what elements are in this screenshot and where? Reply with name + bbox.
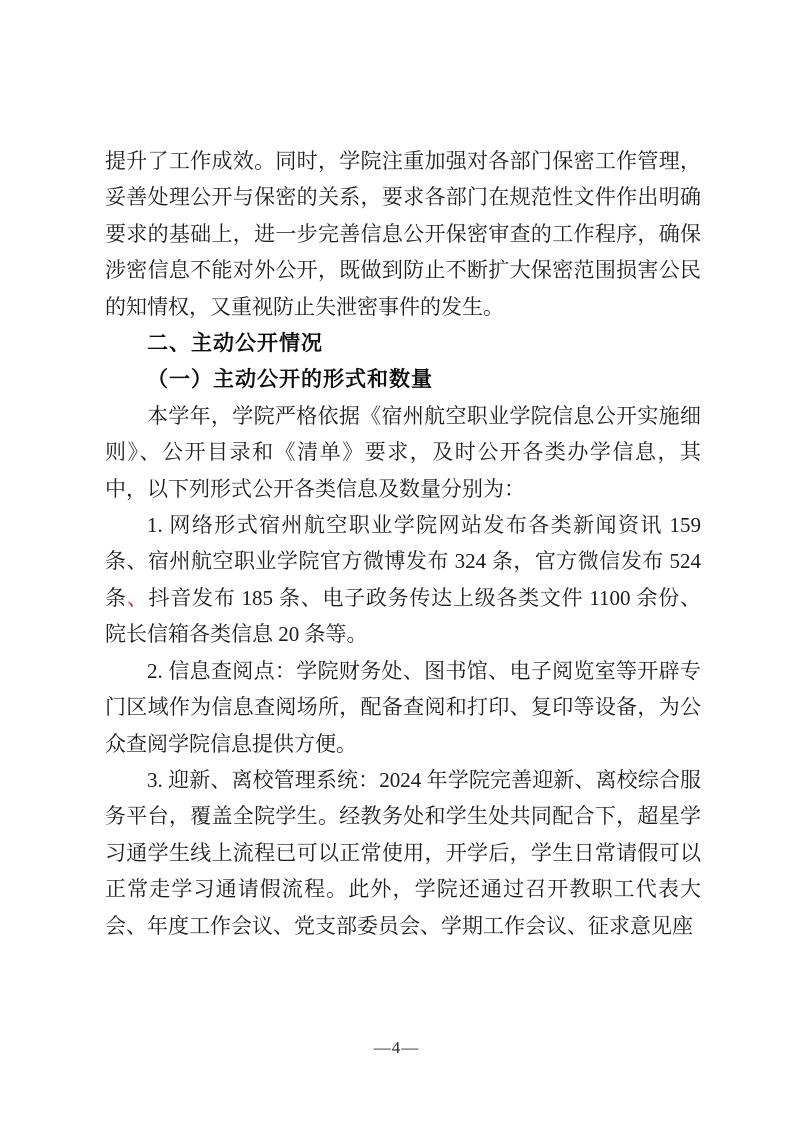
paragraph-secrecy: 提升了工作成效。同时，学院注重加强对各部门保密工作管理，妥善处理公开与保密的关系，要求各部门在规范性文件作出明确要求的基础上，进一步完善信息公开保密审查的工作程序，确保涉密信息不能对外公开，既做到防止不断扩大保密范围损害公民的知情权，又重视防止失泄密事件的发生。	[105, 149, 701, 319]
subsection-heading: （一）主动公开的形式和数量	[147, 367, 433, 392]
paragraph-intro: 本学年，学院严格依据《宿州航空职业学院信息公开实施细则》、公开目录和《清单》要求，及时公开各类办学信息，其中，以下列形式公开各类信息及数量分别为：	[105, 403, 701, 501]
document-content	[105, 143, 701, 944]
paragraph-network-stats	[105, 507, 701, 653]
network-stats-part1: 1. 网络形式宿州航空职业学院网站发布各类新闻资讯 159 条、宿州航空职业学院官方微博发布 324 条，官方微信发布 524 条	[105, 513, 701, 610]
page-footer	[0, 1036, 793, 1060]
paragraph-reading-points: 2. 信息查阅点：学院财务处、图书馆、电子阅览室等开辟专门区域作为信息查阅场所，配备查阅和打印、复印等设备，为公众查阅学院信息提供方便。	[105, 658, 701, 756]
network-stats-part2: 抖音发布 185 条、电子政务传达上级各类文件 1100 余份、院长信箱各类信息 20 条等。	[105, 585, 702, 647]
section-heading: 二、主动公开情况	[147, 331, 323, 356]
page-number: —4—	[373, 1038, 420, 1057]
red-comma-mark: 、	[126, 585, 149, 610]
paragraph-systems: 3. 迎新、离校管理系统：2024 年学院完善迎新、离校综合服务平台，覆盖全院学生。经教务处和学生处共同配合下，超星学习通学生线上流程已可以正常使用，开学后，学生日常请假可以正常走学习通请假流程。此外，学院还通过召开教职工代表大会、年度工作会议、党支部委员会、学期工作会议、征求意见座	[105, 767, 701, 938]
